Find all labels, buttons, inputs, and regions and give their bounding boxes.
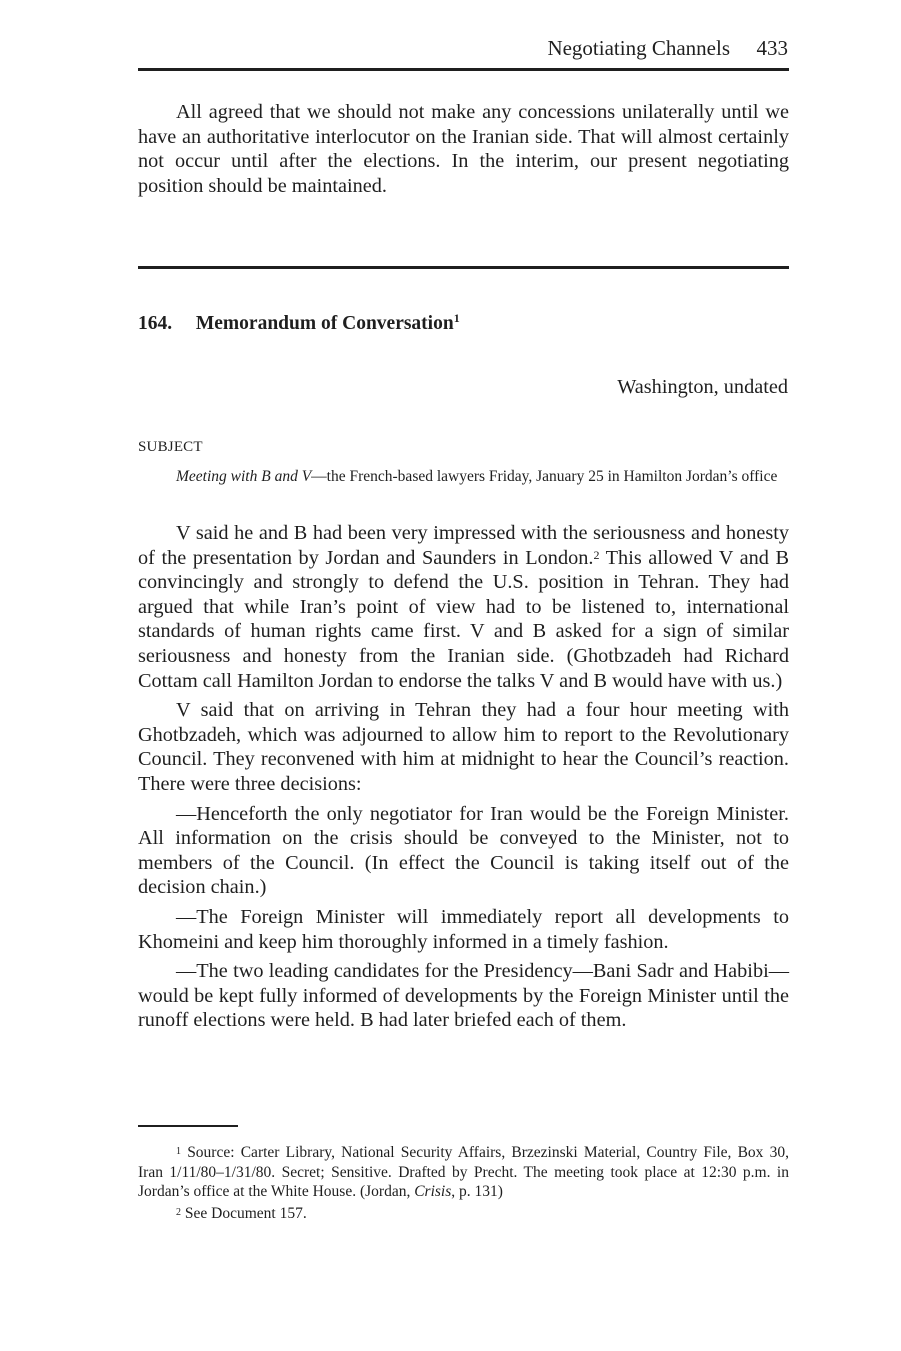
place-date: Washington, undated — [617, 376, 788, 398]
footnote-2 — [138, 1204, 789, 1224]
para1-text-a: V said he and B had been very impressed with the seriousness and honesty of the presentation by Jordan and Saunders in London. — [138, 522, 789, 569]
header-section-title: Negotiating Channels — [547, 36, 730, 60]
memo-body — [138, 521, 789, 1033]
body-paragraph: —The Foreign Minister will immediately report all developments to Khomeini and keep him thoroughly informed in a timely fashion. — [138, 905, 789, 953]
footnote-1-italic: Crisis — [414, 1183, 452, 1200]
body-paragraph: V said that on arriving in Tehran they had a four hour meeting with Ghotbzadeh, which was adjourned to allow him to report to the Revolutionary Council. They reconvened with him at midnight to hear the Council’s reaction. There were three decisions: — [138, 699, 789, 795]
footnote-2-mark: 2 — [176, 1206, 181, 1218]
footnote-2-text: See Document 157. — [184, 1204, 307, 1222]
header-rule — [138, 68, 789, 71]
subject-rest: —the French-based lawyers Friday, January 25 in Hamilton Jordan’s office — [311, 468, 778, 485]
footnote-ref-2: 2 — [593, 547, 600, 562]
section-divider — [138, 266, 789, 269]
document-heading — [138, 313, 460, 335]
document-number: 164. — [138, 313, 173, 334]
body-paragraph — [138, 521, 789, 693]
running-header — [138, 36, 788, 66]
page-number: 433 — [756, 36, 788, 60]
footnote-1-text-a: Source: Carter Library, National Security Affairs, Brzezinski Material, Country File, Box 30, Iran 1/11/80–1/31/80. Secret; Sensitive. Drafted by Precht. The meeting took place at 12:30 p.m. in Jordan’s office at the White House. (Jordan, — [138, 1144, 789, 1200]
title-footnote-ref: 1 — [453, 311, 460, 325]
subject-italic: Meeting with B and V — [176, 468, 312, 485]
footnotes — [138, 1143, 789, 1223]
intro-paragraph: All agreed that we should not make any concessions unilaterally until we have an authoritative interlocutor on the Iranian side. That will almost certainly not occur until after the elections. In the interim, our present negotiating position should be maintained. — [138, 101, 789, 197]
intro-block — [138, 100, 789, 198]
subject-label: SUBJECT — [138, 439, 203, 455]
document-title: Memorandum of Conversation — [195, 313, 454, 334]
para1-text-b: This allowed V and B convincingly and strongly to defend the U.S. position in Tehran. They had argued that while Iran’s point of view had to be listened to, international standards of human rights came first. V and B asked for a sign of similar seriousness and honesty from the Iranian side. (Ghotbzadeh had Richard Cottam call Hamilton Jordan to endorse the talks V and B would have with us.) — [138, 546, 790, 692]
body-paragraph: —Henceforth the only negotiator for Iran would be the Foreign Minister. All information on the crisis should be conveyed to the Minister, not to members of the Council. (In effect the Council is taking itself out of the decision chain.) — [138, 802, 789, 899]
footnote-1-mark: 1 — [176, 1146, 181, 1157]
body-paragraph: —The two leading candidates for the Presidency—Bani Sadr and Habibi—would be kept fully informed of developments by the Foreign Minister until the runoff elections were held. B had later briefed each of them. — [138, 960, 789, 1032]
footnote-1 — [138, 1143, 789, 1202]
footnote-rule — [138, 1125, 238, 1127]
footnote-1-text-b: , p. 131) — [451, 1183, 503, 1200]
subject-text — [176, 467, 788, 488]
